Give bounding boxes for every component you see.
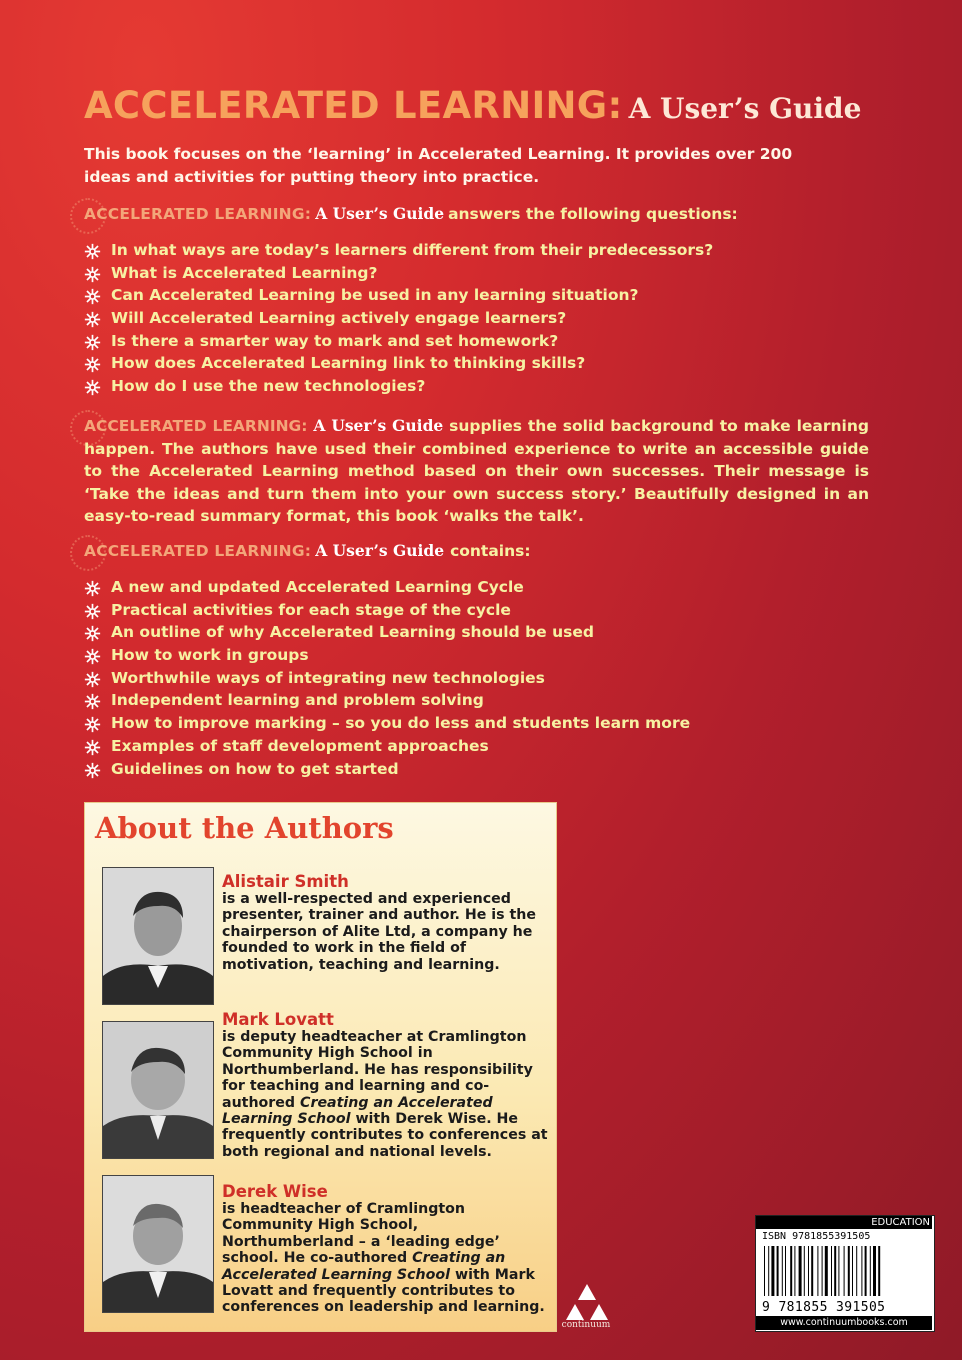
author-bio: is headteacher of Cramlington Community High School, Northumberland – a ‘leading edge’ school. He co-authored Creating an Accelerated Learning School with Mark Lovatt and frequently contributes to conferences on leadership and learning. [222, 1201, 545, 1316]
star-bullet-icon [84, 334, 101, 351]
star-bullet-icon [84, 762, 101, 779]
barcode-isbn: ISBN 9781855391505 [762, 1231, 871, 1242]
barcode-bars-icon [762, 1246, 928, 1298]
list-item: In what ways are today’s learners different from their predecessors? [84, 239, 713, 262]
list-item: Independent learning and problem solving [84, 689, 690, 712]
list-item: An outline of why Accelerated Learning should be used [84, 621, 690, 644]
list-item: Is there a smarter way to mark and set homework? [84, 330, 713, 353]
questions-heading-sub: A User’s Guide [315, 204, 445, 223]
list-item: Can Accelerated Learning be used in any learning situation? [84, 284, 713, 307]
list-item: Practical activities for each stage of the cycle [84, 599, 690, 622]
star-bullet-icon [84, 693, 101, 710]
star-bullet-icon [84, 603, 101, 620]
questions-heading-rest: answers the following questions: [448, 205, 738, 223]
list-item: Guidelines on how to get started [84, 758, 690, 781]
contents-heading-main: ACCELERATED LEARNING: [84, 542, 312, 560]
list-item: What is Accelerated Learning? [84, 262, 713, 285]
barcode-number: 9 781855 391505 [762, 1300, 886, 1315]
contents-heading [84, 540, 531, 562]
publisher-url: www.continuumbooks.com [756, 1316, 932, 1330]
list-item: How does Accelerated Learning link to thinking skills? [84, 352, 713, 375]
author-name: Derek Wise [222, 1182, 328, 1201]
author-photo [102, 1175, 214, 1313]
list-item: How do I use the new technologies? [84, 375, 713, 398]
description-lead-main: ACCELERATED LEARNING: [84, 417, 308, 435]
author-entry [222, 1183, 552, 1316]
author-entry [222, 1011, 552, 1160]
star-bullet-icon [84, 648, 101, 665]
list-item: A new and updated Accelerated Learning Cycle [84, 576, 690, 599]
book-title [84, 82, 861, 137]
star-bullet-icon [84, 580, 101, 597]
author-bio: is a well-respected and experienced presenter, trainer and author. He is the chairperson of Alite Ltd, a company he founded to work in the field of motivation, teaching and learning. [222, 891, 537, 973]
star-bullet-icon [84, 671, 101, 688]
intro-paragraph: This book focuses on the ‘learning’ in Accelerated Learning. It provides over 200 ideas and activities for putting theory into practice. [84, 145, 793, 186]
author-name: Mark Lovatt [222, 1010, 334, 1029]
questions-heading-main: ACCELERATED LEARNING: [84, 205, 312, 223]
questions-heading [84, 203, 738, 225]
description-text: supplies the solid background to make learning happen. The authors have used their combined experience to write an accessible guide to the Accelerated Learning method based on their own successes. Their message is ‘Take the ideas and turn them into your own success story.’ Beautifully designed in an easy-to-read summary format, this book ‘walks the talk’. [84, 417, 869, 525]
contents-heading-rest: contains: [450, 542, 531, 560]
list-item: How to improve marking – so you do less and students learn more [84, 712, 690, 735]
star-bullet-icon [84, 379, 101, 396]
list-item: Examples of staff development approaches [84, 735, 690, 758]
title-main: ACCELERATED LEARNING: [84, 84, 623, 127]
author-entry [222, 873, 552, 973]
star-bullet-icon [84, 311, 101, 328]
questions-list [84, 239, 713, 398]
barcode-box [755, 1215, 935, 1332]
star-bullet-icon [84, 625, 101, 642]
star-bullet-icon [84, 716, 101, 733]
title-sub: A User’s Guide [628, 92, 862, 125]
author-photo [102, 867, 214, 1005]
star-bullet-icon [84, 356, 101, 373]
barcode-category: EDUCATION [756, 1216, 932, 1229]
author-name: Alistair Smith [222, 872, 349, 891]
list-item: How to work in groups [84, 644, 690, 667]
author-photo [102, 1021, 214, 1159]
about-authors-panel [84, 802, 557, 1332]
list-item: Will Accelerated Learning actively engage learners? [84, 307, 713, 330]
description-lead-sub: A User’s Guide [313, 416, 444, 435]
star-bullet-icon [84, 739, 101, 756]
star-bullet-icon [84, 243, 101, 260]
star-bullet-icon [84, 288, 101, 305]
about-title: About the Authors [95, 811, 394, 845]
list-item: Worthwhile ways of integrating new technologies [84, 667, 690, 690]
star-bullet-icon [84, 266, 101, 283]
contents-list [84, 576, 690, 780]
description-paragraph [84, 415, 869, 528]
contents-heading-sub: A User’s Guide [315, 541, 445, 560]
publisher-name: continuum [561, 1320, 611, 1330]
author-bio: is deputy headteacher at Cramlington Community High School in Northumberland. He has responsibility for teaching and learning and co-authored Creating an Accelerated Learning School with Derek Wise. He frequently contributes to conferences at both regional and national levels. [222, 1029, 548, 1160]
